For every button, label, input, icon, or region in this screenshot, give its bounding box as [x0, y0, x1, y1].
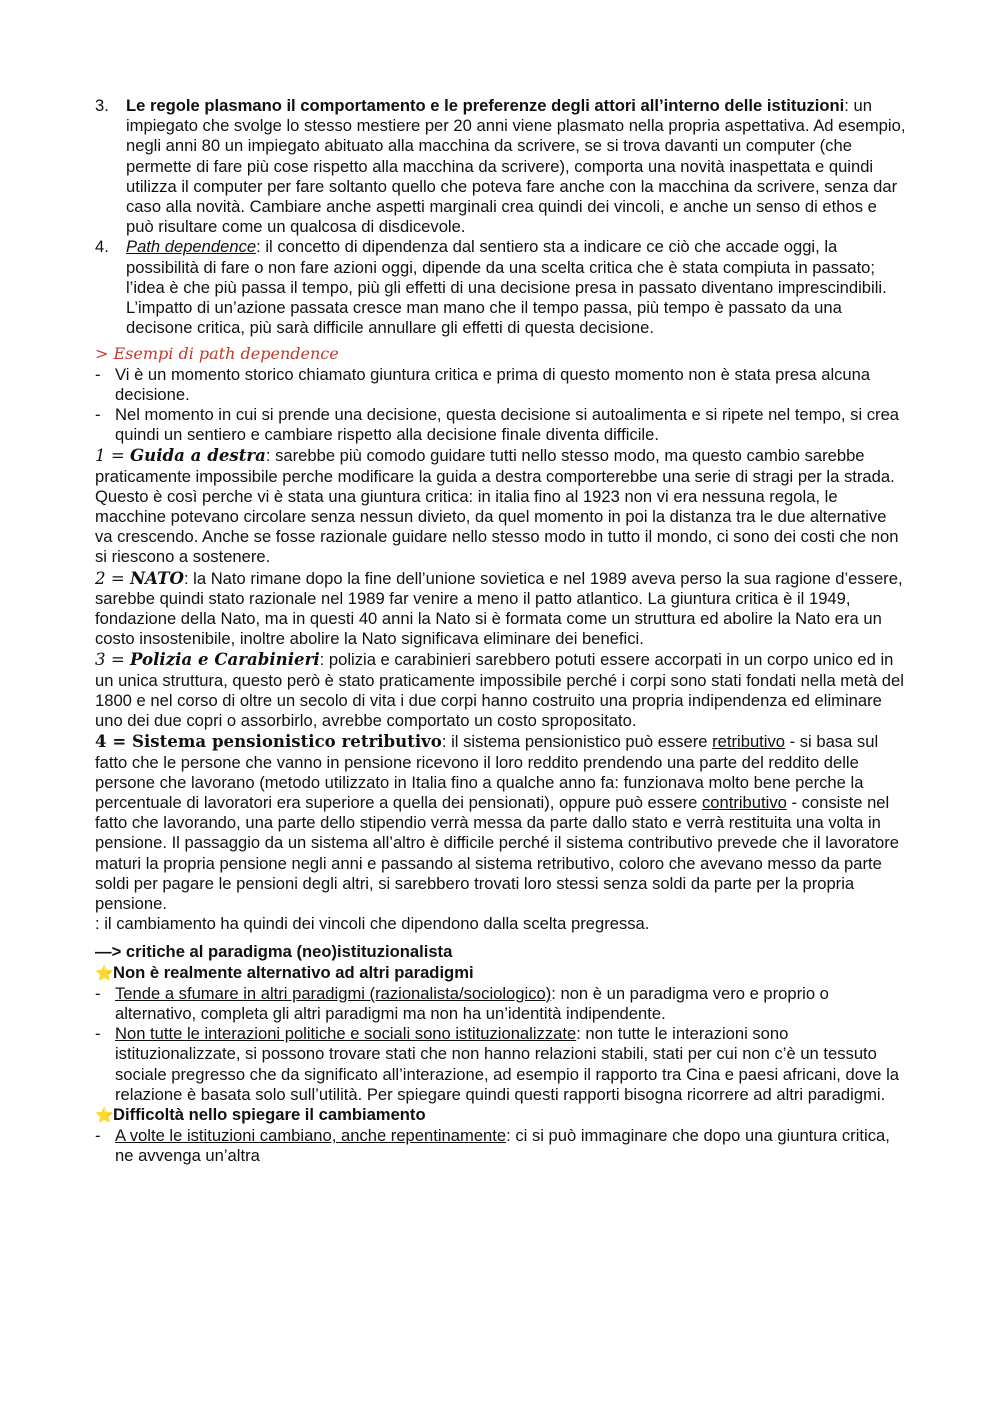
bullet-text: Vi è un momento storico chiamato giuntura critica e prima di questo momento non è stata presa alcuna decisione. — [115, 364, 871, 404]
underlined-term: retributivo — [712, 732, 785, 752]
list-item — [95, 365, 907, 405]
list-item — [95, 237, 907, 338]
dash-bullet: - — [95, 983, 101, 1003]
underlined-term: contributivo — [701, 792, 787, 812]
example-text: - consiste nel fatto che lavorando, una parte dello stipendio verrà messa da parte dallo stato e verrà restituita una volta in pensione. Il passaggio da un sistema all’altro è difficile perché il sistema contributivo prevede che il lavoratore maturi la propria pensione negli anni e passando al sistema retributivo, coloro che avevano messo da parte soldi per pagare le pensioni degli altri, si sarebbero trovati loro stessi senza soldi da parte per la propria pensione. — [95, 792, 900, 913]
example-text: : la Nato rimane dopo la fine dell’unione sovietica e nel 1989 aveva perso la sua ragione d’essere, sarebbe quindi stato razionale nel 1989 far venire a meno il patto atlantico. La giuntura critica è il 1949, fondazione della Nato, ma in questi 40 anni la Nato si è formata come un struttura ed abolire la Nato era un costo insostenibile, inoltre abolire la Nato significava eliminare dei benefici. — [95, 568, 903, 649]
example-title: NATO — [130, 567, 184, 588]
star-icon: ⭐ — [95, 964, 114, 982]
dash-bullet: - — [95, 405, 101, 425]
underlined-term: Tende a sfumare in altri paradigmi (razionalista/sociologico) — [115, 983, 552, 1003]
conclusion-text: : il cambiamento ha quindi dei vincoli che dipendono dalla scelta pregressa. — [95, 914, 650, 934]
bullet-text: Non tutte le interazioni politiche e sociali sono istituzionalizzate: non tutte le interazioni sono istituzionalizzate, si possono trovare stati che non hanno relazioni stabili, stati per cui non c’è un tessuto sociale pregresso che da significato all’interazione, ad esempio il rapporto tra Cina e paesi africani, dove la relazione è basata solo sull’utilità. Per spiegare quindi questi rapporti bisogna ricorrere ad altri paradigmi. — [115, 1024, 900, 1104]
critique-title: ⭐Difficoltà nello spiegare il cambiamento — [95, 1105, 907, 1126]
numbered-list — [95, 96, 907, 338]
list-item — [95, 984, 907, 1024]
dash-bullet: - — [95, 1024, 101, 1044]
star-icon: ⭐ — [95, 1106, 114, 1124]
item-body — [126, 96, 907, 237]
example-paragraph — [95, 731, 907, 914]
document-page — [95, 96, 907, 1167]
underlined-term: A volte le istituzioni cambiano, anche repentinamente — [115, 1126, 507, 1146]
example-paragraph — [95, 568, 907, 650]
item-text: : il concetto di dipendenza dal sentiero sta a indicare ce ciò che accade oggi, la possibilità di fare o non fare azioni oggi, dipende da una scelta critica che è stata compiuta in passato; l’idea è che più passa il tempo, più gli effetti di una decisione presa in passato diventano imprescindibili. L’impatto di un’azione passata cresce man mano che il tempo passa, più tempo è passato da una decisone critica, più sarà difficile annullare gli effetti di questa decisione. — [126, 237, 887, 338]
example-prefix: 2 = — [95, 568, 131, 588]
item-term: Path dependence — [126, 237, 257, 257]
example-title: Polizia e Carabinieri — [130, 649, 320, 670]
example-prefix: 1 = — [95, 446, 131, 466]
item-body — [126, 237, 907, 338]
example-paragraph — [95, 445, 907, 567]
list-item — [95, 1126, 907, 1166]
example-text: : il sistema pensionistico può essere — [441, 732, 713, 752]
example-title: Guida a destra — [130, 445, 266, 466]
example-prefix: 4 = — [95, 731, 133, 752]
item-number: 4. — [95, 237, 109, 257]
example-text: - si basa sul fatto che le persone che vanno in pensione ricevono il loro reddito prendendo una parte del reddito delle persone che lavorano (metodo utilizzato in Italia fino a qualche anno fa: funzionava molto bene perche la percentuale di lavoratori era superiore a quella dei pensionati), oppure può essere — [95, 732, 879, 812]
example-title: Sistema pensionistico retributivo — [132, 731, 442, 752]
example-text: : polizia e carabinieri sarebbero potuti essere accorpati in un corpo unico ed in un unica struttura, questo però è stato praticamente impossibile perché i corpi sono stati fondati nella metà del 1800 e nel corso di oltre un secolo di vita i due corpi hanno costruito una propria indipendenza ed eliminare uno dei due copri o assorbirlo, avrebbe comportato un costo spropositato. — [95, 650, 904, 731]
example-text: : sarebbe più comodo guidare tutti nello stesso modo, ma questo cambio sarebbe praticamente impossibile perche modificare la guida a destra comporterebbe una serie di stragi per la strada. Questo è così perche vi è stata una giuntura critica: in italia fino al 1923 non vi era nessuna regola, le macchine potevano circolare senza nessun divieto, da quel momento in poi la distanza tra le due alternative va crescendo. Anche se fosse razionale guidare nello stesso modo in tutto il mondo, ci sono dei costi che non si riescono a sostenere. — [95, 446, 899, 567]
bullet-text: Tende a sfumare in altri paradigmi (razionalista/sociologico): non è un paradigma vero e proprio o alternativo, completa gli altri paradigmi ma non ha un’identità indipendente. — [115, 983, 829, 1023]
bullet-text: A volte le istituzioni cambiano, anche repentinamente: ci si può immaginare che dopo una giuntura critica, ne avvenga un’altra — [115, 1126, 890, 1166]
list-item — [95, 1024, 907, 1105]
underlined-term: Non tutte le interazioni politiche e sociali sono istituzionalizzate — [115, 1024, 577, 1044]
examples-heading: > Esempi di path dependence — [95, 344, 339, 364]
critique-title: ⭐Non è realmente alternativo ad altri paradigmi — [95, 963, 907, 984]
example-prefix: 3 = — [95, 650, 131, 670]
list-item — [95, 405, 907, 445]
dash-bullet: - — [95, 1126, 101, 1146]
list-item — [95, 96, 907, 237]
dash-bullet: - — [95, 364, 101, 384]
example-paragraph — [95, 649, 907, 731]
item-number: 3. — [95, 96, 109, 115]
critiques-heading: —> critiche al paradigma (neo)istituzionalista — [95, 942, 453, 962]
item-text: : un impiegato che svolge lo stesso mestiere per 20 anni viene plasmato nella propria aspettativa. Ad esempio, negli anni 80 un impiegato abituato alla macchina da scrivere, se si trova davanti un computer (che permette di fare più cose rispetto alla macchina da scrivere), comporta una novità inaspettata e quindi utilizza il computer per fare soltanto quello che poteva fare anche con la macchina da scrivere, senza dar caso alla novità. Cambiare anche aspetti marginali crea quindi dei vincoli, e anche un senso di ethos e può risultare come un qualcosa di disdicevole. — [126, 96, 906, 237]
item-bold-title: Le regole plasmano il comportamento e le preferenze degli attori all’interno delle istituzioni — [126, 96, 845, 115]
bullet-text: Nel momento in cui si prende una decisione, questa decisione si autoalimenta e si ripete nel tempo, si crea quindi un sentiero e cambiare rispetto alla decisione finale diventa difficile. — [115, 405, 900, 445]
